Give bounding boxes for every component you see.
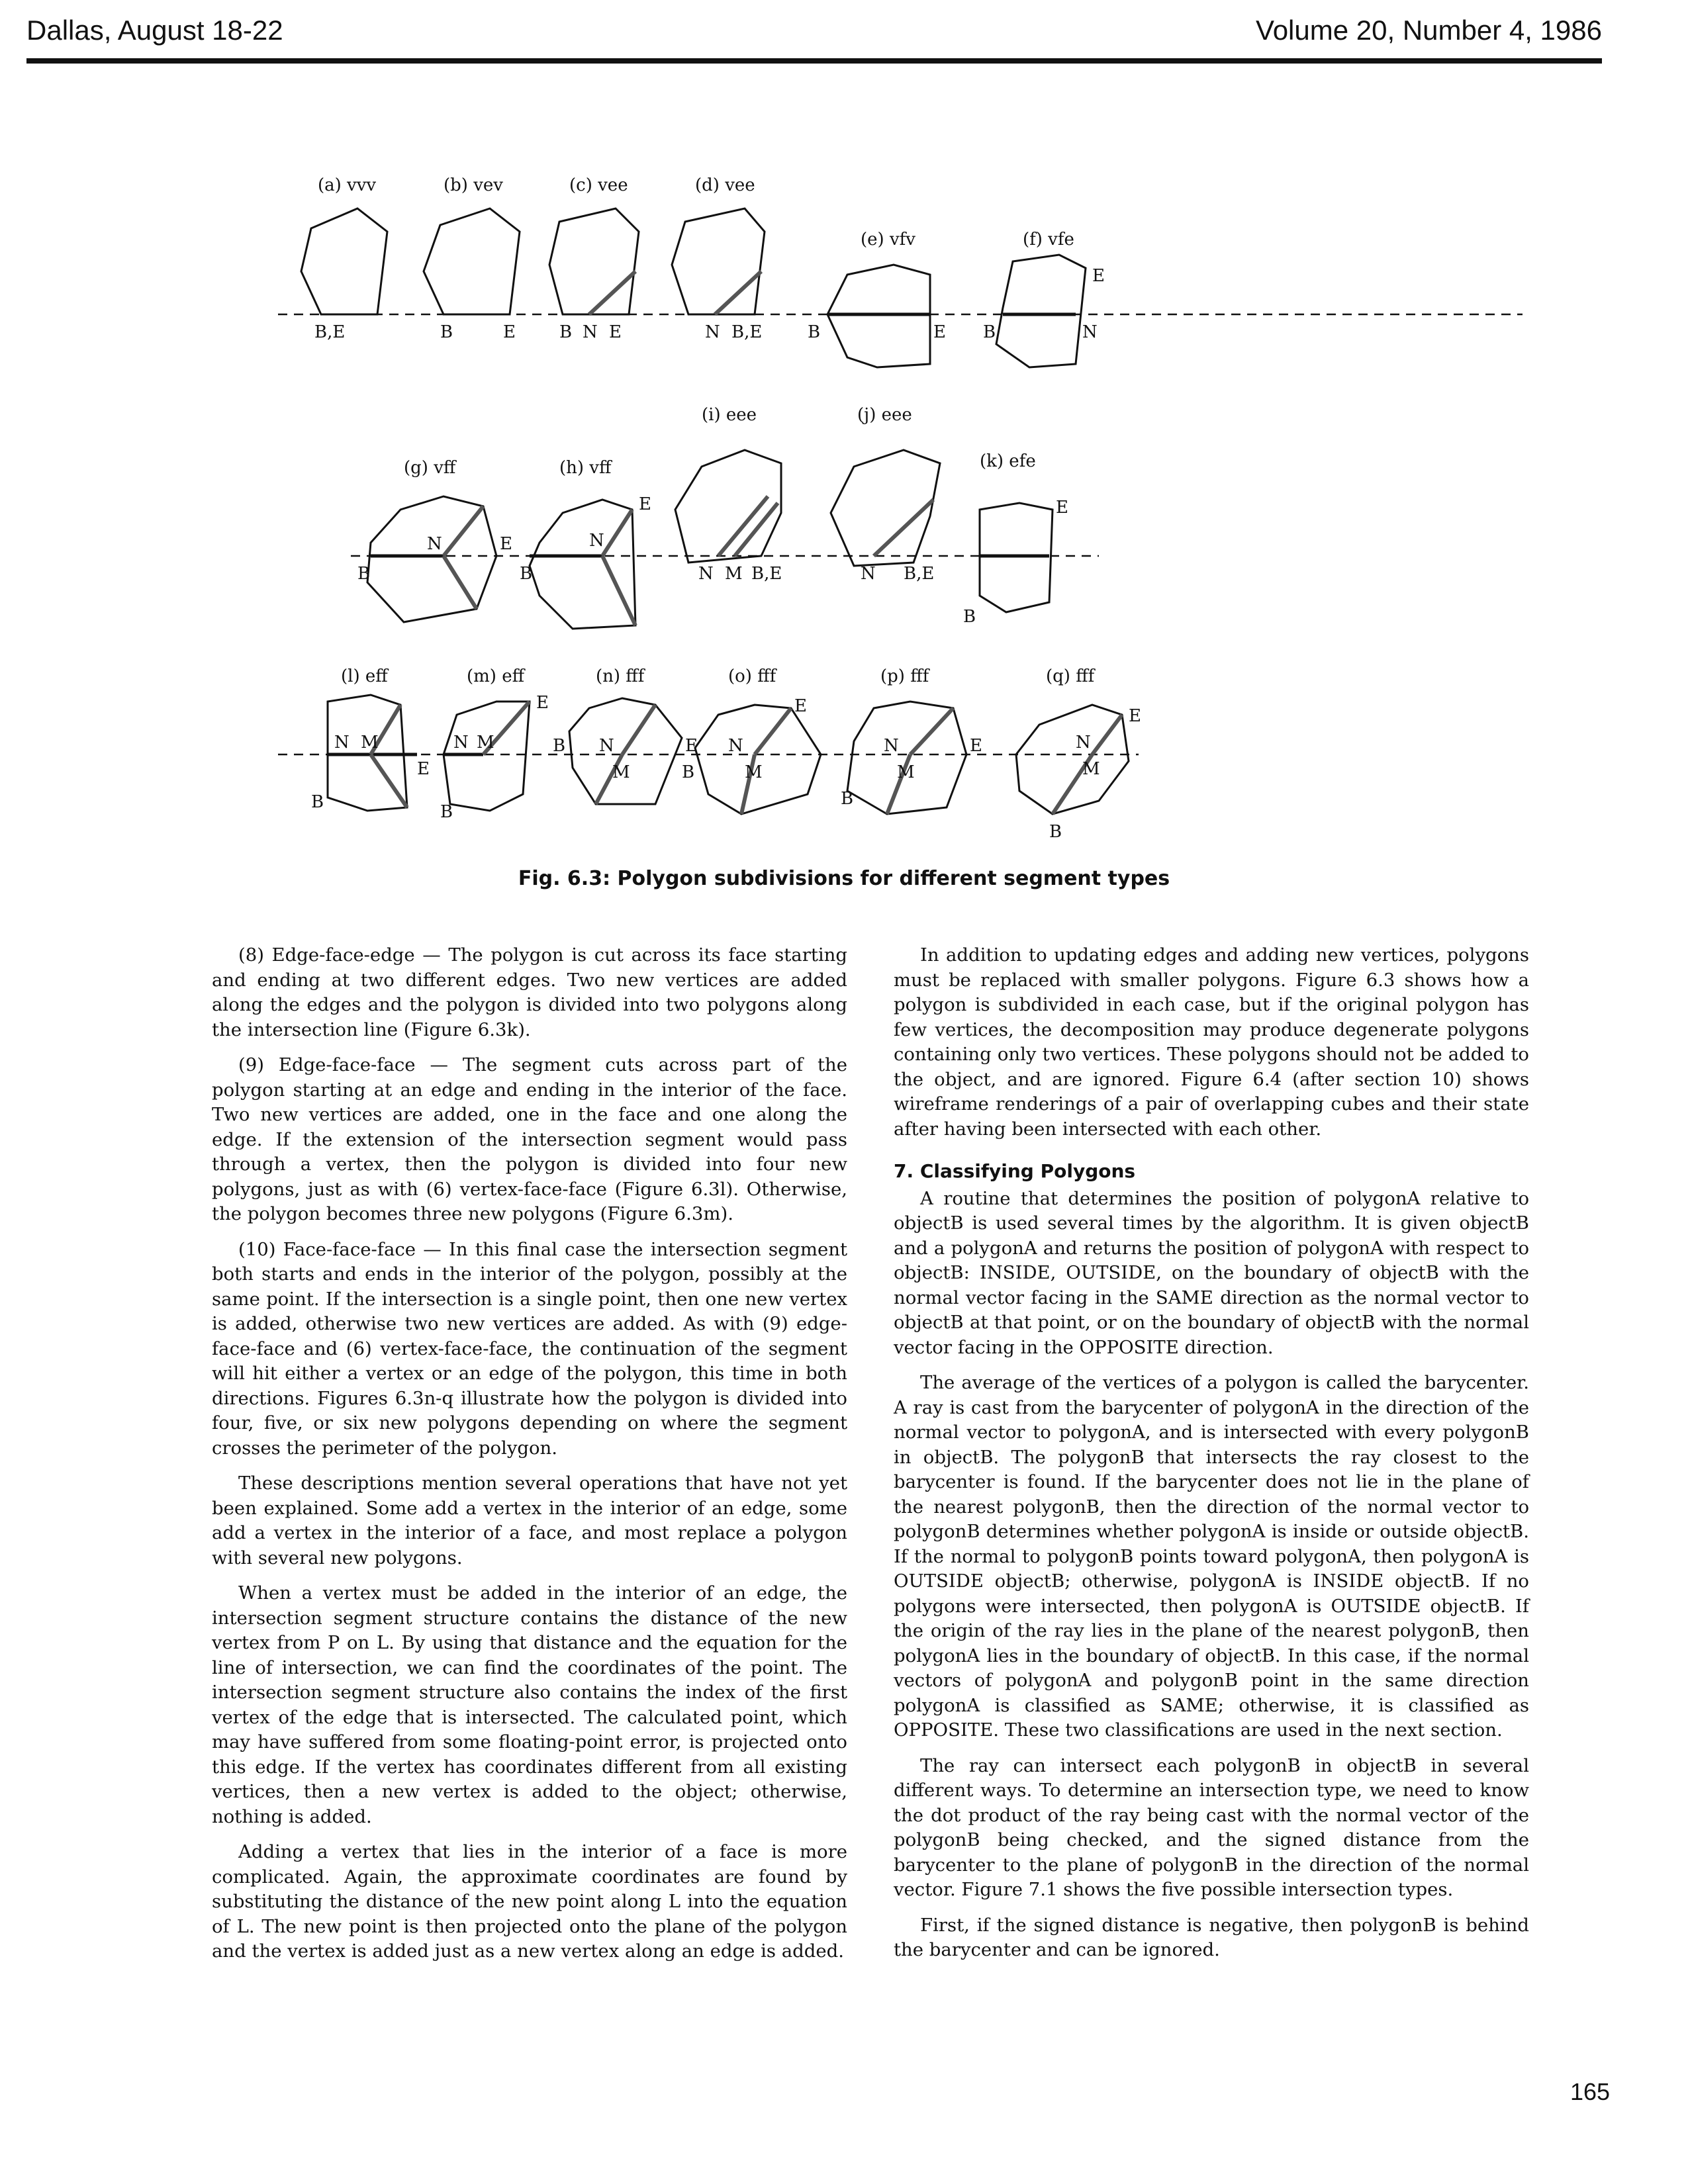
panel-label-b: (b) vev (444, 175, 503, 195)
paragraph-replacing-polygons: In addition to updating edges and adding new vertices, polygons must be replaced with smaller polygons. Figure 6.3 shows how a polygon is subdivided in each case, but if the original polygon has few vertices, the decomposition may produce degenerate polygons containing only two vertices. These polygons should not be added to the object, and are ignored. Figure 6.4 (after section 10) shows wireframe renderings of a pair of overlapping cubes and their state after having been intersected with each other. (894, 944, 1529, 1140)
point-label-l-n: N (334, 733, 350, 752)
point-label-b-b: B (440, 322, 453, 342)
panel-label-i: (i) eee (702, 405, 757, 425)
point-label-a-be: B,E (314, 322, 346, 342)
point-label-q-b: B (1049, 822, 1062, 842)
point-label-m-m: M (477, 733, 494, 752)
point-label-i-n: N (698, 564, 714, 584)
header-volume: Volume 20, Number 4, 1986 (1256, 15, 1602, 46)
point-label-f-e: E (1092, 266, 1105, 286)
point-label-l-e: E (417, 759, 430, 779)
point-label-o-e: E (794, 696, 807, 716)
point-label-d-be: B,E (731, 322, 763, 342)
polygon-h (530, 500, 635, 629)
point-label-h-b: B (520, 564, 533, 584)
figure-caption: Fig. 6.3: Polygon subdivisions for different segment types (518, 867, 1170, 890)
paragraph-vertex-in-face: Adding a vertex that lies in the interior of a face is more complicated. Again, the approximate coordinates are found by substituting the distance of the new point along L into the equation of L. The new point is then projected onto the plane of the polygon and the vertex is added just as a new vertex along an edge is added. (212, 1841, 847, 1962)
point-label-o-b: B (682, 762, 695, 782)
point-label-n-e: E (685, 736, 698, 756)
point-label-e-b: B (808, 322, 821, 342)
point-label-g-n: N (427, 534, 442, 554)
panel-label-f: (f) vfe (1023, 230, 1074, 250)
point-label-c-n: N (583, 322, 598, 342)
panel-label-e: (e) vfv (861, 230, 915, 250)
point-label-l-m: M (361, 733, 379, 752)
point-label-g-b: B (357, 564, 371, 584)
polygon-subdivision-diagram (278, 172, 1536, 860)
point-label-m-n: N (453, 733, 469, 752)
paragraph-edge-face-face: (9) Edge-face-face — The segment cuts across part of the polygon starting at an edge and ending in the interior of the face. Two new vertices are added, one in the face and one along the edge. If the extension of the intersection segment would pass through a vertex, then the polygon is divided into four new polygons, just as with (6) vertex-face-face (Figure 6.3l). Otherwise, the polygon becomes three new polygons (Figure 6.3m). (212, 1054, 847, 1224)
paragraph-intersection-types: The ray can intersect each polygonB in objectB in several different ways. To determine an intersection type, we need to know the dot product of the ray being cast with the normal vector of the polygonB being checked, and the signed distance from the barycenter to the plane of polygonB in the direction of the normal vector. Figure 7.1 shows the five possible intersection types. (894, 1754, 1529, 1900)
running-header (26, 15, 1602, 54)
point-label-k-e: E (1056, 498, 1068, 518)
paragraph-signed-distance: First, if the signed distance is negative, then polygonB is behind the barycenter and can be ignored. (894, 1914, 1529, 1960)
point-label-n-b: B (553, 736, 566, 756)
point-label-j-be: B,E (904, 564, 935, 584)
point-label-b-e: E (503, 322, 516, 342)
point-label-l-b: B (311, 792, 324, 812)
panel-label-q: (q) fff (1046, 666, 1095, 686)
point-label-g-e: E (500, 534, 512, 554)
paragraph-vertex-on-edge: When a vertex must be added in the interior of an edge, the intersection segment structure contains the distance of the new vertex from P on L. By using that distance and the equation for the line of intersection, we can find the coordinates of the point. The intersection segment structure also contains the index of the first vertex of the edge that is intersected. The calculated point, which may have suffered from some floating-point error, is projected onto this edge. If the vertex has coordinates different from all existing vertices, then a new vertex is added to the object; otherwise, nothing is added. (212, 1582, 847, 1827)
intersection-lines (278, 314, 1523, 754)
point-label-k-b: B (963, 607, 976, 627)
panel-label-c: (c) vee (569, 175, 628, 195)
point-label-m-e: E (536, 693, 549, 713)
point-label-h-e: E (639, 494, 651, 514)
polygon-q (1016, 705, 1129, 814)
point-label-q-n: N (1076, 733, 1091, 752)
polygon-d (672, 208, 765, 314)
point-label-n-n: N (599, 736, 614, 756)
panel-label-l: (l) eff (341, 666, 388, 686)
paragraph-operations: These descriptions mention several operations that have not yet been explained. Some add a vertex in the interior of an edge, some add a vertex in the interior of a face, and most replace a polygon with several new polygons. (212, 1473, 847, 1569)
paragraph-barycenter: The average of the vertices of a polygon is called the barycenter. A ray is cast from the barycenter of polygonA in the direction of the normal vector to polygonA, and is intersected with every polygonB in objectB. The polygonB that intersects the ray closest to the barycenter is found. If the barycenter does not lie in the plane of the nearest polygonB, then the direction of the normal vector to polygonB determines whether polygonA is inside or outside objectB. If the normal to polygonB points toward polygonA, then polygonA is OUTSIDE objectB; otherwise, polygonA is INSIDE objectB. If no polygons were intersected, then polygonA is OUTSIDE objectB. If the origin of the ray lies in the plane of the nearest polygonB, then polygonA lies in the boundary of objectB. In this case, if the normal vectors of polygonA and polygonB point in the same direction polygonA is classified as SAME; otherwise, it is classified as OPPOSITE. These two classifications are used in the next section. (894, 1372, 1529, 1741)
point-label-n-m: M (612, 762, 630, 782)
polygon-o (695, 705, 821, 814)
panel-label-o: (o) fff (728, 666, 776, 686)
figure-6-3 (278, 172, 1536, 860)
right-column (894, 943, 1529, 1974)
point-label-o-n: N (728, 736, 743, 756)
point-label-e-e: E (933, 322, 946, 342)
panel-label-j: (j) eee (857, 405, 912, 425)
polygon-c (549, 208, 639, 314)
paragraph-face-face-face: (10) Face-face-face — In this final case the intersection segment both starts and ends in the interior of the polygon, possibly at the same point. If the intersection is a single point, then one new vertex is added, otherwise two new vertices are added. As with (9) edge-face-face and (6) vertex-face-face, the continuation of the segment will hit either a vertex or an edge of the polygon, this time in both directions. Figures 6.3n-q illustrate how the polygon is divided into four, five, or six new polygons depending on where the segment crosses the perimeter of the polygon. (212, 1238, 847, 1459)
panel-label-h: (h) vff (559, 458, 612, 478)
section-heading-classifying-polygons: 7. Classifying Polygons (894, 1160, 1136, 1182)
point-label-q-m: M (1082, 759, 1100, 779)
header-rule (26, 58, 1602, 64)
panel-label-g: (g) vff (404, 458, 456, 478)
point-label-i-m: M (725, 564, 743, 584)
panel-label-k: (k) efe (980, 451, 1036, 471)
point-label-m-b: B (440, 802, 453, 822)
point-label-d-n: N (705, 322, 720, 342)
point-label-h-n: N (589, 531, 604, 551)
point-label-i-be: B,E (751, 564, 782, 584)
panel-label-m: (m) eff (467, 666, 525, 686)
point-label-o-m: M (745, 762, 763, 782)
point-label-c-b: B (559, 322, 573, 342)
paragraph-classify-routine: A routine that determines the position of polygonA relative to objectB is used several times by the algorithm. It is given objectB and a polygonA and returns the position of polygonA with respect to objectB: INSIDE, OUTSIDE, on the boundary of objectB with the normal vector facing in the SAME direction as the normal vector to objectB at that point, or on the boundary of objectB with the normal vector facing in the OPPOSITE direction. (894, 1187, 1529, 1358)
point-label-p-n: N (884, 736, 899, 756)
panel-label-p: (p) fff (880, 666, 929, 686)
point-label-f-b: B (983, 322, 996, 342)
point-label-p-e: E (970, 736, 982, 756)
panel-label-n: (n) fff (596, 666, 645, 686)
header-venue: Dallas, August 18-22 (26, 15, 283, 46)
point-label-q-e: E (1129, 706, 1141, 726)
polygon-f (996, 255, 1086, 367)
panel-label-d: (d) vee (695, 175, 755, 195)
point-label-p-m: M (897, 762, 915, 782)
panel-label-a: (a) vvv (318, 175, 377, 195)
polygon-b (424, 208, 520, 314)
polygon-a (301, 208, 387, 314)
point-label-p-b: B (841, 789, 854, 809)
left-column (212, 943, 847, 1975)
point-label-c-e: E (609, 322, 622, 342)
paragraph-edge-face-edge: (8) Edge-face-edge — The polygon is cut across its face starting and ending at two different edges. Two new vertices are added along the edges and the polygon is divided into two polygons along the intersection line (Figure 6.3k). (212, 944, 847, 1040)
point-label-f-n: N (1082, 322, 1098, 342)
page-number: 165 (1570, 2078, 1611, 2105)
point-label-j-n: N (861, 564, 876, 584)
